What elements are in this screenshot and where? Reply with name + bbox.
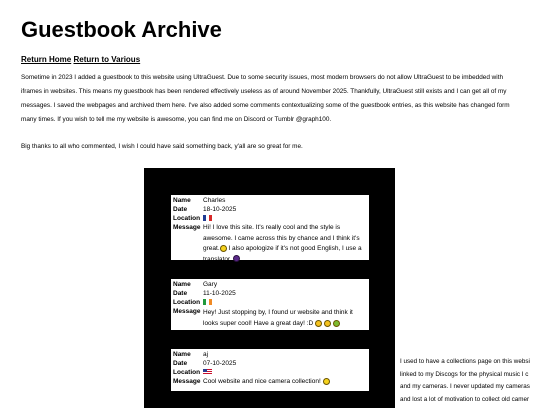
smile-emoji-icon <box>323 378 330 385</box>
flag-usa-icon <box>203 369 212 375</box>
entry-name: Gary <box>203 281 218 288</box>
sunglasses-emoji-icon <box>324 320 331 327</box>
entry-date: 11-10-2025 <box>203 290 236 297</box>
location-label: Location <box>173 299 201 306</box>
name-label: Name <box>173 351 191 358</box>
entry-name: aj <box>203 351 209 358</box>
nav-links <box>21 54 140 65</box>
entry-message-continued: I also apologize if it's not good English, I use a translator. <box>203 245 362 263</box>
comment-line: and my cameras. I never updated my cameras <box>400 383 530 390</box>
location-label: Location <box>173 369 201 376</box>
date-label: Date <box>173 360 188 367</box>
entry-message: Cool website and nice camera collection! <box>203 378 321 385</box>
date-label: Date <box>173 206 188 213</box>
flag-france-icon <box>203 215 212 221</box>
page-title: Guestbook Archive <box>21 17 222 42</box>
entry-message: Hey! Just stopping by, I found ur website and think it looks super cool! Have a great day! :D <box>203 309 353 327</box>
comment-line: I used to have a collections page on this websi <box>400 358 530 365</box>
purple-emoji-icon <box>233 255 240 262</box>
comment-line: linked to my Discogs for the physical music I c <box>400 370 529 378</box>
guestbook-entry <box>171 279 369 330</box>
guestbook-entry <box>171 195 369 263</box>
return-to-various-link[interactable]: Return to Various <box>73 55 141 64</box>
smile-emoji-icon <box>220 245 227 252</box>
entry-date: 18-10-2025 <box>203 206 237 213</box>
comment-line: and lost a lot of motivation to collect old camer <box>400 395 530 403</box>
entry-message: Hi! I love this site. It's really cool and the style is awesome. I came across this by chance and I think it's great. <box>203 224 360 252</box>
message-label: Message <box>173 224 201 231</box>
collections-comment <box>400 356 540 406</box>
name-label: Name <box>173 197 191 204</box>
party-emoji-icon <box>333 320 340 327</box>
message-label: Message <box>173 378 201 385</box>
guestbook-panel <box>144 168 395 408</box>
entry-name: Charles <box>203 197 226 204</box>
return-home-link[interactable]: Return Home <box>21 55 72 64</box>
flag-ireland-icon <box>203 299 212 305</box>
grin-emoji-icon <box>315 320 322 327</box>
date-label: Date <box>173 290 188 297</box>
guestbook-entry <box>171 349 369 391</box>
name-label: Name <box>173 281 191 288</box>
thanks-paragraph: Big thanks to all who commented, I wish I could have said something back, y'all are so great for me. <box>21 143 303 150</box>
message-label: Message <box>173 308 201 315</box>
entry-date: 07-10-2025 <box>203 360 237 367</box>
intro-paragraph: Sometime in 2023 I added a guestbook to this website using UltraGuest. Due to some security issues, most modern browsers do not allow UltraGuest to be imbedded with iframes in websites. This means my guestbook has been rendered effectively useless as of around November 2025. Thankfully, UltraGuest still exists and I can get all of my messages. I saved the webpages and archived them here. I've also added some comments contextualizing some of the guestbook entries, as this website has changed form many times. If you wish to tell me my website is awesome, you can find me on Discord or Tumblr @graph100. <box>21 74 510 123</box>
location-label: Location <box>173 215 201 222</box>
